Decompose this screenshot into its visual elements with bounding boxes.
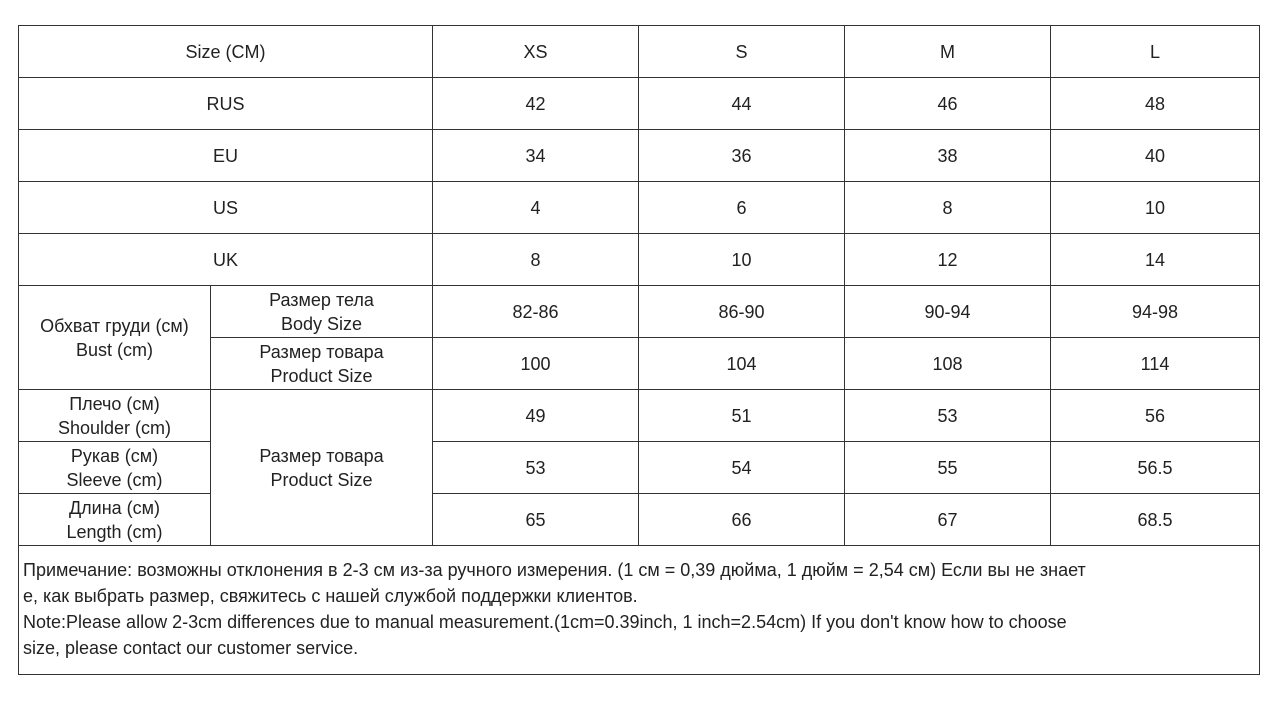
table-cell: 48 <box>1051 78 1260 130</box>
table-cell: 55 <box>845 442 1051 494</box>
table-cell: 42 <box>433 78 639 130</box>
table-cell: 54 <box>639 442 845 494</box>
size-xs-header: XS <box>433 26 639 78</box>
table-row-uk <box>19 234 1260 286</box>
product-size-label-ru: Размер товара <box>259 341 384 362</box>
table-row-length <box>19 494 1260 546</box>
shoulder-label-en: Shoulder (cm) <box>57 417 172 438</box>
note-en-line-2: size, please contact our customer service. <box>23 638 359 658</box>
product-size-label <box>211 338 433 390</box>
row-label-us: US <box>19 182 433 234</box>
size-header-label: Size (CM) <box>19 26 433 78</box>
product-size-group-label-ru: Размер товара <box>259 445 384 466</box>
shoulder-label-ru: Плечо (см) <box>69 393 160 414</box>
table-row-eu <box>19 130 1260 182</box>
size-s-header: S <box>639 26 845 78</box>
size-chart-table <box>18 25 1260 675</box>
row-label-rus: RUS <box>19 78 433 130</box>
bust-label-ru: Обхват груди (см) <box>40 315 189 336</box>
table-cell: 8 <box>433 234 639 286</box>
table-cell: 12 <box>845 234 1051 286</box>
note-ru-line-2: е, как выбрать размер, свяжитесь с нашей службой поддержки клиентов. <box>23 586 638 606</box>
body-size-label <box>211 286 433 338</box>
size-header-row <box>19 26 1260 78</box>
table-cell: 67 <box>845 494 1051 546</box>
note-ru-line-1: Примечание: возможны отклонения в 2-3 см из-за ручного измерения. (1 см = 0,39 дюйма, 1 дюйм = 2,54 см) Если вы не знает <box>23 560 1086 580</box>
size-m-header: M <box>845 26 1051 78</box>
table-cell: 4 <box>433 182 639 234</box>
table-row-us <box>19 182 1260 234</box>
table-cell: 14 <box>1051 234 1260 286</box>
table-cell: 38 <box>845 130 1051 182</box>
table-cell: 51 <box>639 390 845 442</box>
table-cell: 49 <box>433 390 639 442</box>
table-row-sleeve <box>19 442 1260 494</box>
table-cell: 8 <box>845 182 1051 234</box>
bust-label-en: Bust (cm) <box>75 339 153 360</box>
row-label-eu: EU <box>19 130 433 182</box>
table-cell: 86-90 <box>639 286 845 338</box>
bust-label <box>19 286 211 390</box>
row-label-uk: UK <box>19 234 433 286</box>
measurement-note <box>19 546 1260 675</box>
note-row <box>19 546 1260 675</box>
table-cell: 44 <box>639 78 845 130</box>
product-size-group-label-en: Product Size <box>270 469 373 490</box>
table-cell: 65 <box>433 494 639 546</box>
length-label-en: Length (cm) <box>66 521 163 542</box>
length-label <box>19 494 211 546</box>
table-cell: 82-86 <box>433 286 639 338</box>
table-cell: 94-98 <box>1051 286 1260 338</box>
table-row-shoulder <box>19 390 1260 442</box>
table-cell: 36 <box>639 130 845 182</box>
shoulder-label <box>19 390 211 442</box>
table-cell: 114 <box>1051 338 1260 390</box>
table-cell: 68.5 <box>1051 494 1260 546</box>
body-size-label-ru: Размер тела <box>269 289 374 310</box>
table-cell: 40 <box>1051 130 1260 182</box>
length-label-ru: Длина (см) <box>68 497 161 518</box>
table-cell: 53 <box>433 442 639 494</box>
note-en-line-1: Note:Please allow 2-3cm differences due to manual measurement.(1cm=0.39inch, 1 inch=2.54cm) If you don't know how to choose <box>23 612 1067 632</box>
table-cell: 10 <box>1051 182 1260 234</box>
table-cell: 6 <box>639 182 845 234</box>
product-size-group-label <box>211 390 433 546</box>
table-cell: 66 <box>639 494 845 546</box>
sleeve-label-en: Sleeve (cm) <box>66 469 163 490</box>
table-cell: 100 <box>433 338 639 390</box>
table-cell: 53 <box>845 390 1051 442</box>
table-cell: 46 <box>845 78 1051 130</box>
table-cell: 34 <box>433 130 639 182</box>
body-size-label-en: Body Size <box>280 313 363 334</box>
table-cell: 90-94 <box>845 286 1051 338</box>
sleeve-label <box>19 442 211 494</box>
table-cell: 56 <box>1051 390 1260 442</box>
table-cell: 56.5 <box>1051 442 1260 494</box>
sleeve-label-ru: Рукав (см) <box>70 445 159 466</box>
size-l-header: L <box>1051 26 1260 78</box>
product-size-label-en: Product Size <box>270 365 373 386</box>
table-cell: 108 <box>845 338 1051 390</box>
table-cell: 104 <box>639 338 845 390</box>
table-cell: 10 <box>639 234 845 286</box>
table-row-bust-body <box>19 286 1260 338</box>
table-row-rus <box>19 78 1260 130</box>
